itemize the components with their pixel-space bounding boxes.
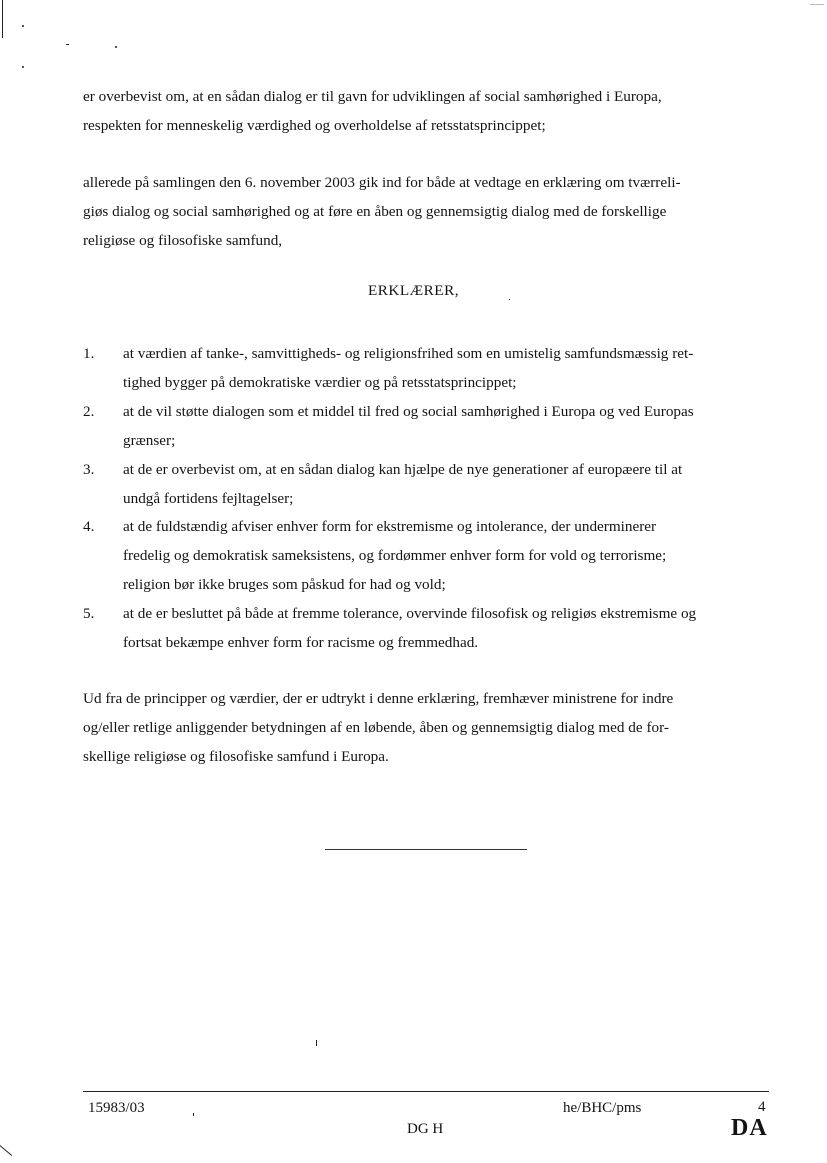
paragraph-conviction bbox=[83, 82, 753, 140]
item-number: 4. bbox=[83, 518, 95, 535]
item-number: 1. bbox=[83, 345, 95, 362]
scan-artifact bbox=[22, 66, 24, 68]
item-number: 5. bbox=[83, 605, 95, 622]
paragraph-previous-session bbox=[83, 168, 753, 255]
text-line: at de er overbevist om, at en sådan dialog kan hjælpe de nye generationer af europæere til at bbox=[123, 461, 683, 478]
item-text bbox=[123, 397, 763, 455]
text-line: at værdien af tanke-, samvittigheds- og religionsfrihed som en umistelig samfundsmæssig ret- bbox=[123, 345, 694, 362]
text-line: undgå fortidens fejltagelser; bbox=[123, 490, 294, 507]
footer-initials: he/BHC/pms bbox=[563, 1100, 642, 1116]
text-line: at de fuldstændig afviser enhver form for ekstremisme og intolerance, der underminerer bbox=[123, 518, 657, 535]
item-number: 2. bbox=[83, 403, 95, 420]
footer-page-number: 4 bbox=[758, 1099, 766, 1115]
text-line: skellige religiøse og filosofiske samfund i Europa. bbox=[83, 748, 389, 765]
scan-artifact bbox=[316, 1040, 317, 1046]
scan-artifact bbox=[115, 46, 117, 48]
text-line: at de er besluttet på både at fremme tolerance, overvinde filosofisk og religiøs ekstremisme og bbox=[123, 605, 697, 622]
item-text bbox=[123, 599, 763, 657]
footer-language-code: DA bbox=[731, 1115, 768, 1141]
text-line: fortsat bekæmpe enhver form for racisme og fremmedhad. bbox=[123, 634, 479, 651]
text-line: og/eller retlige anliggender betydningen af en løbende, åben og gennemsigtig dialog med de for- bbox=[83, 719, 669, 736]
text-line: religion bør ikke bruges som påskud for had og vold; bbox=[123, 576, 446, 593]
item-text bbox=[123, 512, 763, 599]
text-line: allerede på samlingen den 6. november 2003 gik ind for både at vedtage en erklæring om tværreli- bbox=[83, 174, 681, 191]
declaration-heading: ERKLÆRER, bbox=[368, 282, 459, 299]
item-text bbox=[123, 339, 763, 397]
footer-doc-ref: 15983/03 bbox=[88, 1100, 145, 1116]
scan-artifact bbox=[66, 44, 69, 45]
scan-artifact bbox=[810, 4, 824, 5]
text-line: at de vil støtte dialogen som et middel til fred og social samhørighed i Europa og ved Europas bbox=[123, 403, 694, 420]
text-line: religiøse og filosofiske samfund, bbox=[83, 232, 283, 249]
footer-divider bbox=[83, 1091, 769, 1092]
text-line: tighed bygger på demokratiske værdier og på retsstatsprincippet; bbox=[123, 374, 517, 391]
end-divider bbox=[325, 849, 527, 850]
scan-artifact bbox=[2, 0, 3, 38]
text-line: grænser; bbox=[123, 432, 176, 449]
text-line: er overbevist om, at en sådan dialog er til gavn for udviklingen af social samhørighed i Europa, bbox=[83, 88, 662, 105]
scan-artifact bbox=[0, 1145, 12, 1156]
text-line: respekten for menneskelig værdighed og overholdelse af retsstatsprincippet; bbox=[83, 117, 546, 134]
text-line: Ud fra de principper og værdier, der er udtrykt i denne erklæring, fremhæver ministrene for indre bbox=[83, 690, 674, 707]
text-line: fredelig og demokratisk sameksistens, og fordømmer enhver form for vold og terrorisme; bbox=[123, 547, 667, 564]
scan-artifact bbox=[22, 25, 24, 27]
paragraph-closing bbox=[83, 684, 753, 771]
item-number: 3. bbox=[83, 461, 95, 478]
footer-department: DG H bbox=[407, 1121, 444, 1137]
scan-artifact bbox=[193, 1113, 194, 1116]
text-line: giøs dialog og social samhørighed og at føre en åben og gennemsigtig dialog med de forskellige bbox=[83, 203, 667, 220]
item-text bbox=[123, 455, 763, 513]
